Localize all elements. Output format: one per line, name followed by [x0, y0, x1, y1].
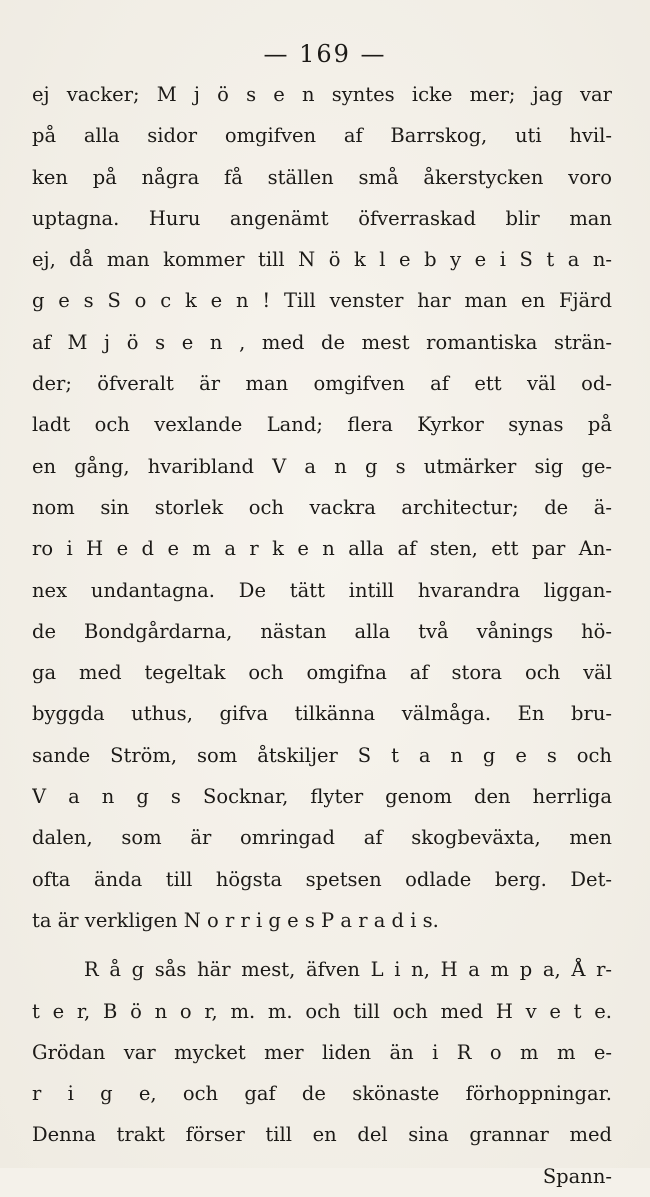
text-line: uptagna. Huru angenämt öfverraskad blir man	[32, 206, 612, 230]
text-line: ga med tegeltak och omgifna af stora och väl	[32, 661, 612, 685]
text-line: V a n g s Socknar, flyter genom den herrliga	[32, 785, 612, 809]
text-line: der; öfveralt är man omgifven af ett väl od-	[32, 372, 612, 396]
page-number: — 169 —	[263, 40, 387, 68]
text-line: ej vacker; M j ö s e n syntes icke mer; jag var	[32, 83, 612, 106]
text-line: en gång, hvaribland V a n g s utmärker sig ge-	[32, 454, 612, 478]
text-line: sande Ström, som åtskiljer S t a n g e s och	[32, 743, 612, 767]
text-line: r i g e, och gaf de skönaste förhoppningar.	[32, 1082, 612, 1106]
text-line: af M j ö s e n , med de mest romantiska strän-	[32, 330, 612, 354]
text-line: ofta ända till högsta spetsen odlade berg. Det-	[32, 867, 612, 891]
text-line: t e r, B ö n o r, m. m. och till och med H v e t e.	[32, 999, 612, 1023]
text-line: nom sin storlek och vackra architectur; de ä-	[32, 495, 612, 519]
page-body	[32, 74, 612, 1197]
text-line: ej, då man kommer till N ö k l e b y e i S t a n-	[32, 248, 612, 272]
text-line: R å g sås här mest, äfven L i n, H a m p a, Å r-	[84, 958, 612, 982]
text-line: ro i H e d e m a r k e n alla af sten, ett par An-	[32, 537, 612, 561]
catchword: Spann-	[542, 1164, 612, 1188]
text-line: Grödan var mycket mer liden än i R o m m e-	[32, 1040, 612, 1064]
text-line: nex undantagna. De tätt intill hvarandra liggan-	[32, 578, 612, 602]
text-line: Denna trakt förser till en del sina grannar med	[32, 1123, 612, 1147]
text-line: ladt och vexlande Land; flera Kyrkor synas på	[32, 413, 612, 437]
paragraph-2	[32, 949, 612, 1155]
paragraph-1	[32, 74, 612, 941]
text-line: ta är verkligen N o r r i g e s P a r a d i s.	[32, 908, 439, 932]
text-line: ken på några få ställen små åkerstycken voro	[32, 165, 612, 189]
text-line: byggda uthus, gifva tilkänna välmåga. En bru-	[32, 702, 612, 726]
text-line: g e s S o c k e n ! Till venster har man en Fjärd	[32, 289, 612, 313]
text-line: på alla sidor omgifven af Barrskog, uti hvil-	[32, 124, 612, 148]
text-line: de Bondgårdarna, nästan alla två vånings hö-	[32, 619, 612, 643]
text-line: dalen, som är omringad af skogbeväxta, men	[32, 826, 612, 850]
